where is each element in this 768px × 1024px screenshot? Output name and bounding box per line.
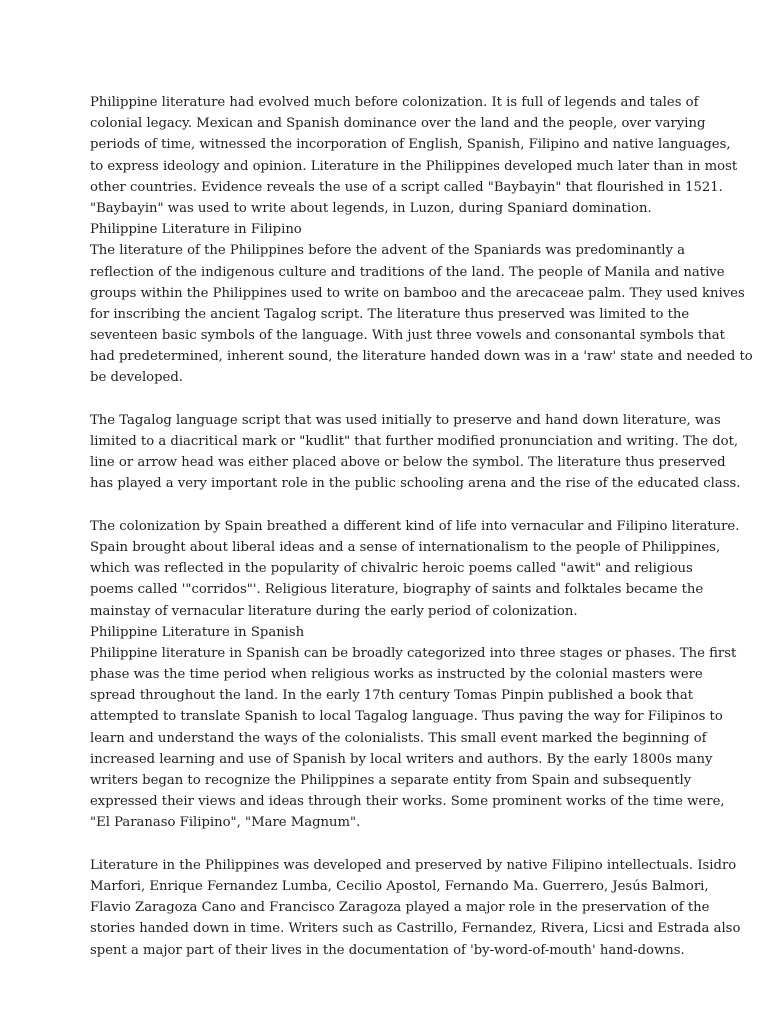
text-line: expressed their views and ideas through their works. Some prominent works of the time were, bbox=[90, 794, 725, 810]
text-line: stories handed down in time. Writers such as Castrillo, Fernandez, Rivera, Licsi and Estrada also bbox=[90, 921, 741, 937]
text-line: has played a very important role in the public schooling arena and the rise of the educated class. bbox=[90, 476, 741, 492]
text-line: Flavio Zaragoza Cano and Francisco Zaragoza played a major role in the preservation of the bbox=[90, 900, 710, 916]
section-heading-spanish: Philippine Literature in Spanish bbox=[90, 624, 305, 640]
text-line: The Tagalog language script that was used initially to preserve and hand down literature, was bbox=[90, 412, 721, 428]
paragraph-spacer bbox=[90, 495, 690, 516]
text-line: periods of time, witnessed the incorporation of English, Spanish, Filipino and native languages, bbox=[90, 137, 731, 153]
text-line: Spain brought about liberal ideas and a sense of internationalism to the people of Philippines, bbox=[90, 539, 721, 555]
text-line: reflection of the indigenous culture and traditions of the land. The people of Manila and native bbox=[90, 264, 725, 280]
text-line: Philippine literature had evolved much before colonization. It is full of legends and tales of bbox=[90, 95, 699, 110]
text-line: attempted to translate Spanish to local Tagalog language. Thus paving the way for Filipinos to bbox=[90, 709, 723, 725]
text-line: mainstay of vernacular literature during the early period of colonization. bbox=[90, 603, 578, 619]
text-line: to express ideology and opinion. Literature in the Philippines developed much later than in most bbox=[90, 158, 738, 174]
text-line: had predetermined, inherent sound, the literature handed down was in a 'raw' state and needed to bbox=[90, 349, 753, 365]
text-line: Marfori, Enrique Fernandez Lumba, Cecilio Apostol, Fernando Ma. Guerrero, Jesús Balmori, bbox=[90, 878, 709, 894]
text-line: poems called '"corridos"'. Religious literature, biography of saints and folktales became the bbox=[90, 582, 704, 598]
paragraph-spacer bbox=[90, 834, 690, 855]
filipino-paragraph-1 bbox=[90, 240, 753, 388]
text-line: colonial legacy. Mexican and Spanish dominance over the land and the people, over varying bbox=[90, 116, 706, 132]
text-line: be developed. bbox=[90, 370, 183, 386]
text-line: learn and understand the ways of the colonialists. This small event marked the beginning of bbox=[90, 730, 707, 746]
text-line: line or arrow head was either placed above or below the symbol. The literature thus preserved bbox=[90, 455, 726, 471]
document-body bbox=[90, 92, 753, 961]
text-line: spent a major part of their lives in the documentation of 'by-word-of-mouth' hand-downs. bbox=[90, 942, 685, 958]
spanish-paragraph-2 bbox=[90, 855, 741, 961]
text-line: Philippine literature in Spanish can be broadly categorized into three stages or phases. The first bbox=[90, 645, 737, 661]
text-line: The literature of the Philippines before the advent of the Spaniards was predominantly a bbox=[90, 243, 686, 259]
text-line: seventeen basic symbols of the language. With just three vowels and consonantal symbols that bbox=[90, 328, 725, 344]
text-line: limited to a diacritical mark or "kudlit" that further modified pronunciation and writing. The dot, bbox=[90, 434, 739, 449]
intro-paragraph bbox=[90, 92, 738, 219]
text-line: for inscribing the ancient Tagalog script. The literature thus preserved was limited to the bbox=[90, 306, 690, 322]
spanish-paragraph-1 bbox=[90, 643, 737, 834]
text-line: spread throughout the land. In the early 17th century Tomas Pinpin published a book that bbox=[90, 688, 694, 704]
text-line: "El Paranaso Filipino", "Mare Magnum". bbox=[90, 815, 361, 831]
paragraph-spacer bbox=[90, 389, 690, 410]
filipino-paragraph-2 bbox=[90, 410, 741, 495]
text-line: Literature in the Philippines was developed and preserved by native Filipino intellectuals. Isidro bbox=[90, 857, 737, 873]
text-line: which was reflected in the popularity of chivalric heroic poems called "awit" and religious bbox=[90, 561, 693, 577]
text-line: groups within the Philippines used to write on bamboo and the arecaceae palm. They used knives bbox=[90, 285, 745, 301]
filipino-paragraph-3 bbox=[90, 516, 740, 622]
text-line: increased learning and use of Spanish by local writers and authors. By the early 1800s many bbox=[90, 751, 713, 767]
section-heading-filipino: Philippine Literature in Filipino bbox=[90, 222, 302, 238]
text-line: phase was the time period when religious works as instructed by the colonial masters were bbox=[90, 667, 703, 683]
text-line: "Baybayin" was used to write about legends, in Luzon, during Spaniard domination. bbox=[90, 200, 652, 216]
text-line: writers began to recognize the Philippines a separate entity from Spain and subsequently bbox=[90, 773, 692, 788]
text-line: The colonization by Spain breathed a different kind of life into vernacular and Filipino literature. bbox=[90, 518, 740, 534]
text-line: other countries. Evidence reveals the use of a script called "Baybayin" that flourished in 1521. bbox=[90, 179, 723, 195]
